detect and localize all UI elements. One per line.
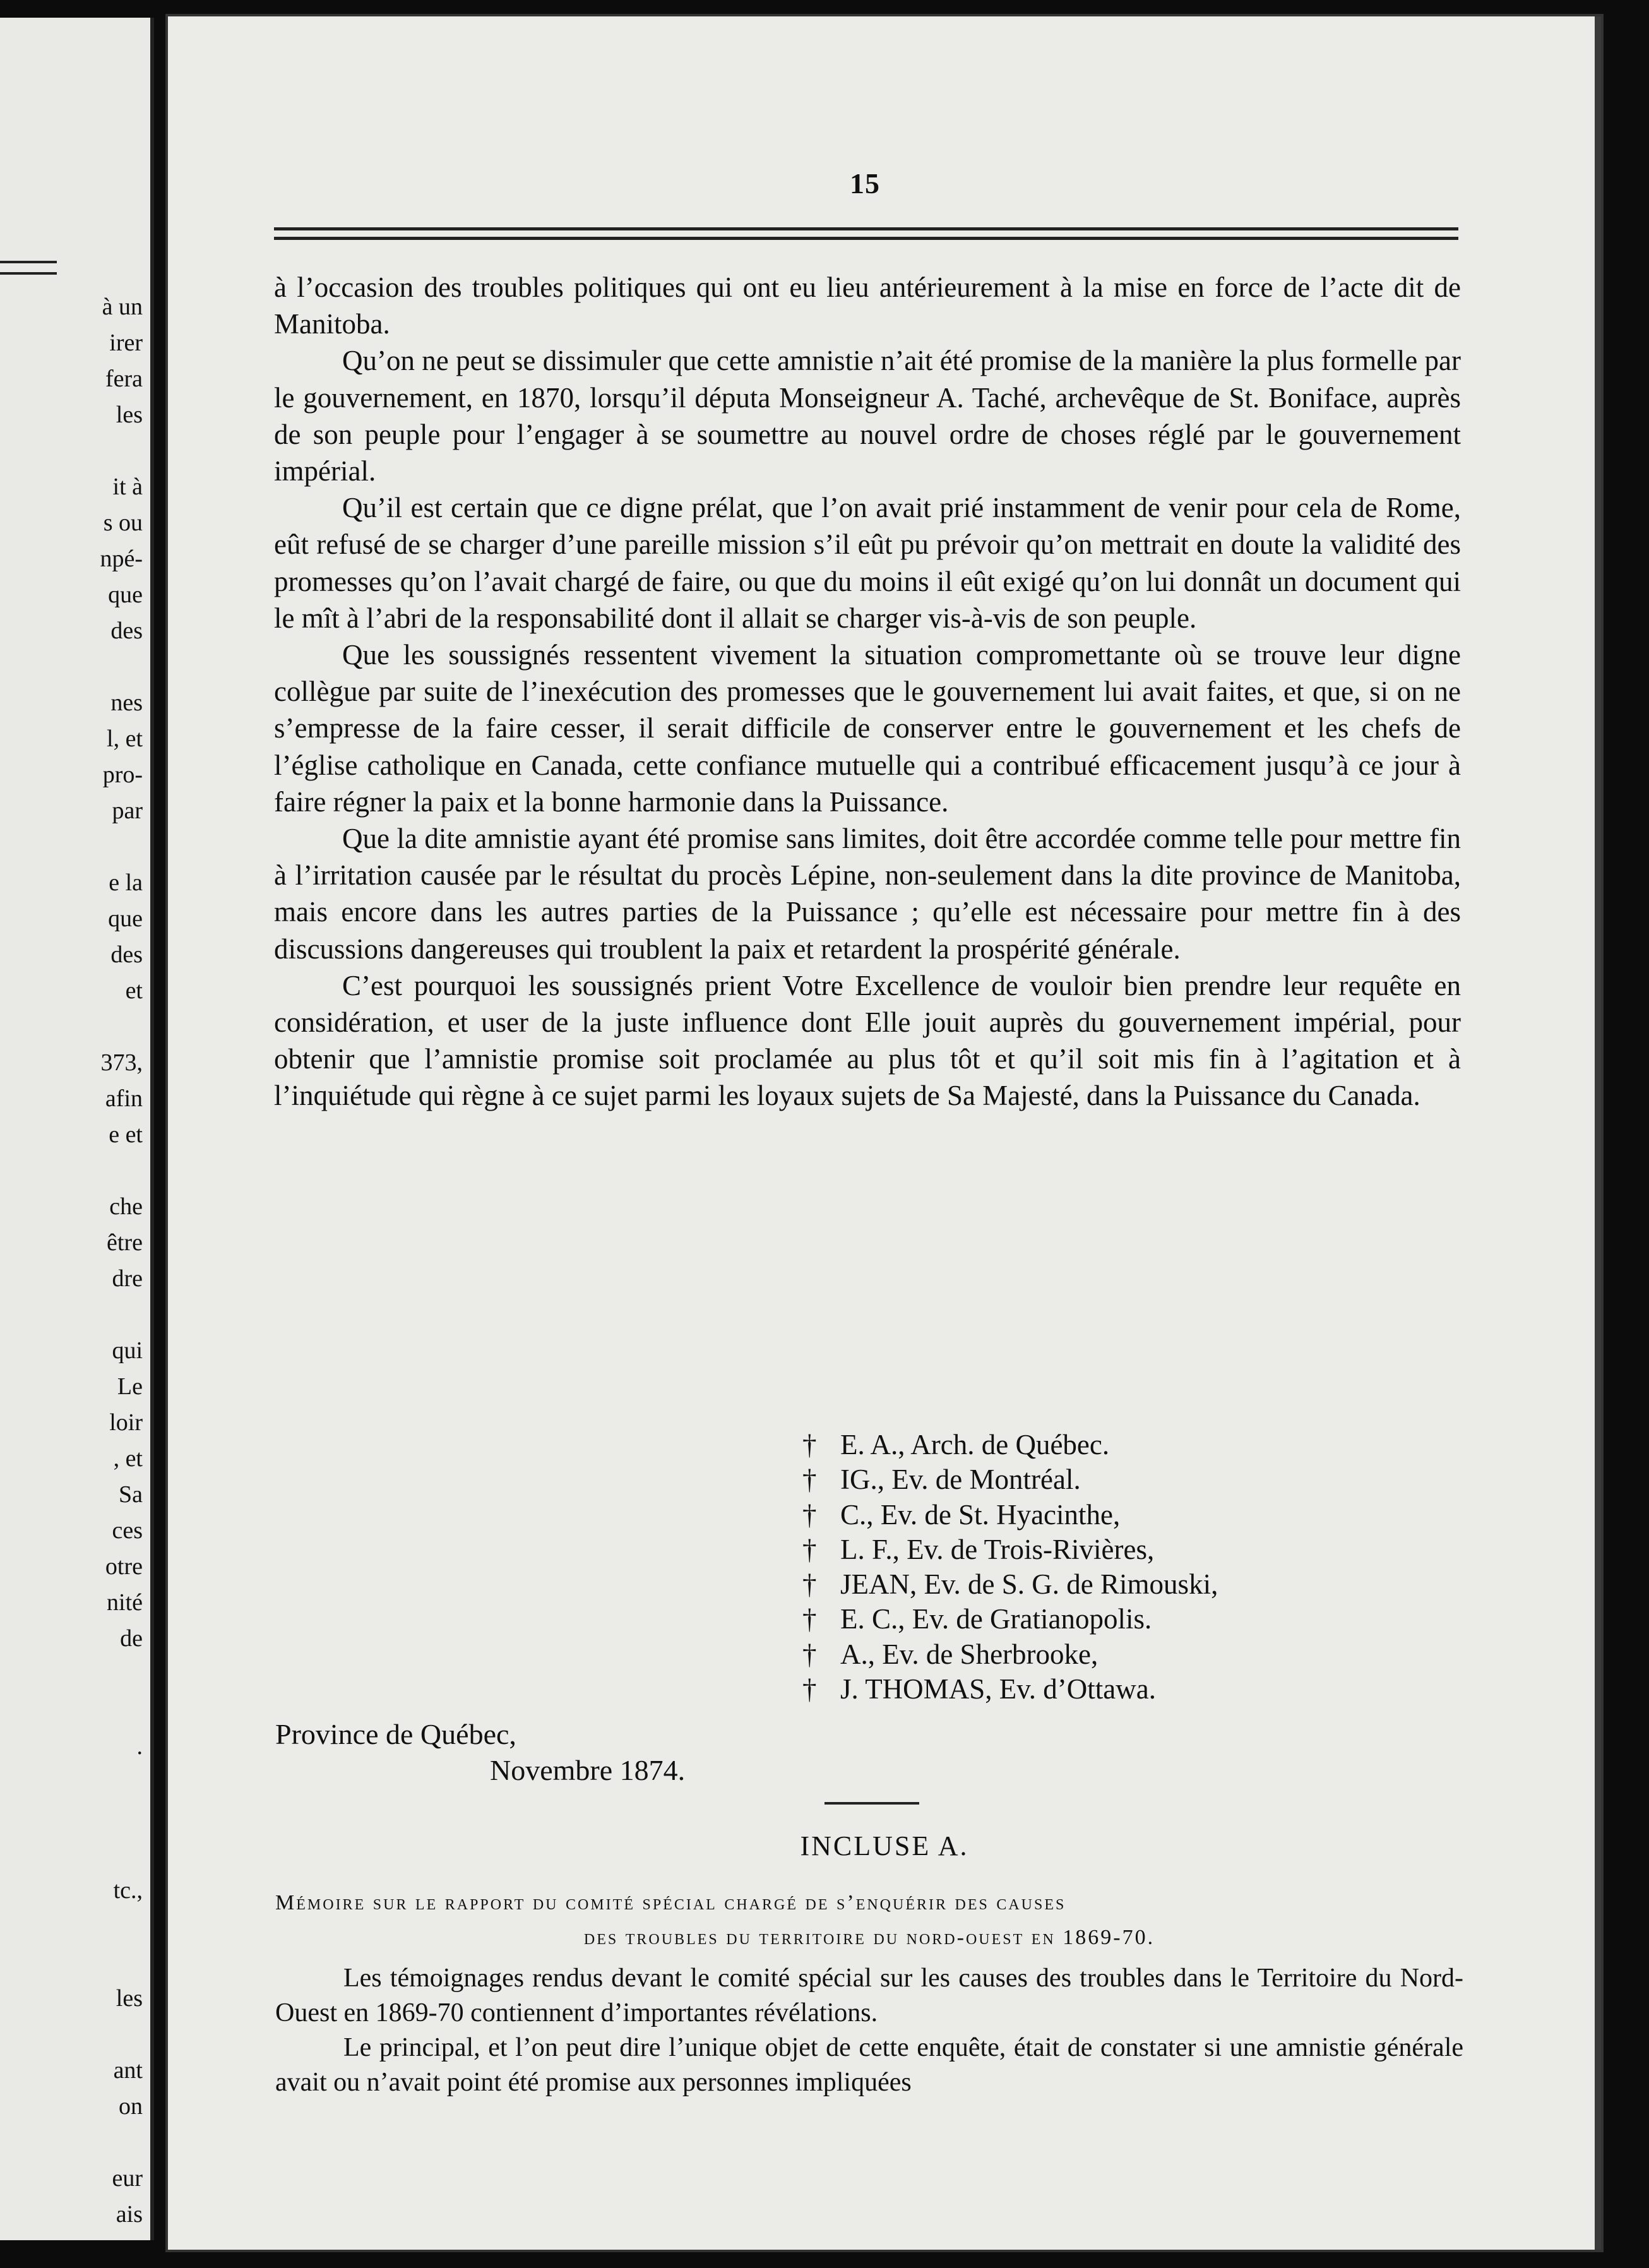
signatory: IG., Ev. de Montréal. [840, 1464, 1081, 1496]
facing-page-fragment-line: pro- [102, 761, 143, 788]
facing-page-fragment-line: Le [117, 1373, 143, 1400]
facing-page-fragment-line: qui [112, 1337, 143, 1364]
dagger-mark: † [802, 1673, 817, 1705]
signatory: E. A., Arch. de Québec. [840, 1429, 1110, 1460]
facing-page-fragment-line: e et [109, 1121, 143, 1148]
facing-page-fragment-line: nes [110, 689, 143, 716]
place-and-date [275, 1716, 685, 1788]
header-double-rule [274, 227, 1458, 240]
signatory: J. THOMAS, Ev. d’Ottawa. [840, 1673, 1156, 1705]
facing-page-fragment-line: que [108, 582, 143, 608]
paragraph: Qu’on ne peut se dissimuler que cette amnistie n’ait été promise de la manière la plus formelle par le gouvernement, en 1870, lorsqu’il députa Monseigneur A. Taché, archevêque de St. Boniface, auprès de son peuple pour l’engager à se soumettre au nouvel ordre de choses réglé par le gouvernement impérial. [274, 345, 1461, 487]
facing-page-fragment-line: les [116, 1985, 143, 2012]
facing-page-fragment-line [100, 1657, 143, 1693]
facing-page-fragment-line [100, 1945, 143, 1981]
facing-page-fragment-line: e la [109, 869, 143, 896]
facing-page-fragment-line: et [125, 977, 143, 1004]
signatory: L. F., Ev. de Trois-Rivières, [840, 1533, 1155, 1565]
dagger-mark: † [802, 1533, 817, 1565]
paragraph: Qu’il est certain que ce digne prélat, que l’on avait prié instamment de venir pour cela de Rome, eût refusé de se charger d’une pareille mission s’il eût pu prévoir qu’on mettrait en doute la validité des promesses qu’on l’avait chargé de faire, ou que du moins il eût exigé qu’on lui donnât un document qui le mît à l’abri de la responsabilité dont il allait se charger vis-à-vis de son peuple. [274, 492, 1461, 634]
dagger-mark: † [802, 1464, 817, 1496]
signature-line [802, 1462, 1218, 1497]
paragraph: Que les soussignés ressentent vivement la situation compromettante où se trouve leur digne collègue par suite de l’inexécution des promesses que le gouvernement lui avait faites, et que, si on ne s’empresse de la faire cesser, il serait difficile de conserver entre le gouvernement et les chefs de l’église catholique en Canada, cette confiance mutuelle qui a contribué efficacement jusqu’à ce jour à faire régner la paix et la bonne harmonie dans la Puissance. [274, 639, 1461, 818]
facing-page-fragment-line: des [110, 618, 143, 644]
paragraph: Le principal, et l’on peut dire l’unique objet de cette enquête, était de constater si une amnistie générale avait ou n’avait point été promise aux personnes impliquées [275, 2033, 1463, 2097]
signature-list [802, 1428, 1218, 1707]
facing-page-fragment-line: che [109, 1193, 143, 1220]
facing-page-fragment-line: par [112, 797, 143, 824]
dagger-mark: † [802, 1603, 817, 1635]
facing-page-fragment-line: Sa [119, 1481, 143, 1508]
signatory: A., Ev. de Sherbrooke, [840, 1638, 1098, 1670]
facing-page-fragment-line: loir [109, 1409, 143, 1436]
facing-page-fragment-line: afin [105, 1085, 143, 1112]
dagger-mark: † [802, 1429, 817, 1460]
document-page [165, 14, 1604, 2252]
page-number: 15 [850, 167, 880, 200]
signature-line [802, 1498, 1218, 1532]
facing-page-fragment-line [100, 649, 143, 685]
facing-page-rule [0, 261, 57, 275]
signatory: E. C., Ev. de Gratianopolis. [840, 1603, 1152, 1635]
signature-line [802, 1672, 1218, 1707]
place-line: Province de Québec, [275, 1718, 516, 1750]
facing-page-fragment-line [100, 1693, 143, 1729]
signatory: C., Ev. de St. Hyacinthe, [840, 1498, 1121, 1531]
facing-page-fragment-line [100, 1297, 143, 1333]
signature-line [802, 1602, 1218, 1637]
facing-page-fragment-line: nité [107, 1589, 143, 1616]
petition-text [274, 269, 1461, 1114]
facing-page-fragment-line [100, 1909, 143, 1945]
facing-page-fragment-line: tc., [113, 1877, 143, 1904]
facing-page-fragment-line: npé- [100, 546, 143, 572]
facing-page-fragment-line: que [108, 905, 143, 932]
facing-page-fragment-line: it à [112, 474, 143, 500]
facing-page-fragment-line [100, 829, 143, 865]
dagger-mark: † [802, 1638, 817, 1670]
inclusion-heading: INCLUSE A. [800, 1830, 969, 1861]
signature-line [802, 1532, 1218, 1567]
facing-page-fragment-line: . [136, 1733, 143, 1760]
section-divider [824, 1802, 919, 1805]
facing-page-fragment-line: s ou [103, 510, 143, 536]
facing-page-fragment-line [100, 1153, 143, 1189]
facing-page-fragment-line: ces [112, 1517, 143, 1544]
paragraph: Que la dite amnistie ayant été promise sans limites, doit être accordée comme telle pour mettre fin à l’irritation causée par le résultat du procès Lépine, non-seulement dans la dite province de Manitoba, mais encore dans les autres parties de la Puissance ; qu’elle est nécessaire pour mettre fin à des discussions dangereuses qui troublent la paix et retardent la prospérité générale. [274, 823, 1461, 965]
facing-page-fragment-line: de [120, 1625, 143, 1652]
facing-page-fragment-line: des [110, 941, 143, 968]
facing-page-fragment-line: à un [102, 294, 143, 320]
paragraph: C’est pourquoi les soussignés prient Votre Excellence de vouloir bien prendre leur requête en considération, et user de la juste influence dont Elle jouit auprès du gouvernement impérial, pour obtenir que l’amnistie promise soit proclamée au plus tôt et qu’il soit mis fin à l’agitation et à l’inquiétude qui règne à ce sujet parmi les loyaux sujets de Sa Majesté, dans la Puissance du Canada. [274, 969, 1461, 1112]
facing-page-fragment-line: 373, [100, 1049, 143, 1076]
facing-page-fragment-line: ais [116, 2201, 143, 2228]
paragraph: Les témoignages rendus devant le comité spécial sur les causes des troubles dans le Territoire du Nord-Ouest en 1869-70 contiennent d’importantes révélations. [275, 1964, 1463, 2027]
facing-page-fragment-line [100, 1765, 143, 1801]
signature-line [802, 1428, 1218, 1462]
facing-page-fragment-line: otre [105, 1553, 143, 1580]
date-line: Novembre 1874. [490, 1754, 686, 1786]
facing-page-fragment-line [100, 1837, 143, 1873]
facing-page-fragment-line [100, 2125, 143, 2161]
facing-page-fragment-line: dre [112, 1265, 143, 1292]
facing-page-fragment-line: fera [105, 366, 143, 392]
memoire-heading-line: des troubles du territoire du nord-ouest en 1869-70. [583, 1926, 1155, 1949]
facing-page-fragment-line [100, 433, 143, 469]
signatory: JEAN, Ev. de S. G. de Rimouski, [840, 1568, 1218, 1601]
facing-page-fragment-line: être [107, 1229, 143, 1256]
facing-page-fragment-line: l, et [107, 725, 143, 752]
facing-page-text [100, 289, 143, 2233]
facing-page-fragment-line [100, 2017, 143, 2053]
facing-page-fragment-line: les [116, 402, 143, 428]
memoire-text [275, 1961, 1463, 2100]
facing-page-fragment-line: ant [113, 2057, 143, 2084]
memoire-heading-line: Mémoire sur le rapport du comité spécial chargé de s’enquérir des causes [275, 1891, 1066, 1914]
facing-page-fragment-line: irer [109, 330, 143, 356]
paragraph: à l’occasion des troubles politiques qui ont eu lieu antérieurement à la mise en force de l’acte dit de Manitoba. [274, 272, 1461, 340]
signature-line [802, 1567, 1218, 1602]
facing-page-fragment-line: on [119, 2093, 143, 2120]
facing-page-fragment-line [100, 1801, 143, 1837]
facing-page-fragment [0, 18, 154, 2240]
dagger-mark: † [802, 1568, 817, 1601]
facing-page-fragment-line [100, 1009, 143, 1045]
dagger-mark: † [802, 1498, 817, 1531]
memoire-heading [275, 1885, 1463, 1955]
facing-page-fragment-line: , et [113, 1445, 143, 1472]
facing-page-fragment-line: eur [112, 2165, 143, 2192]
signature-line [802, 1637, 1218, 1672]
